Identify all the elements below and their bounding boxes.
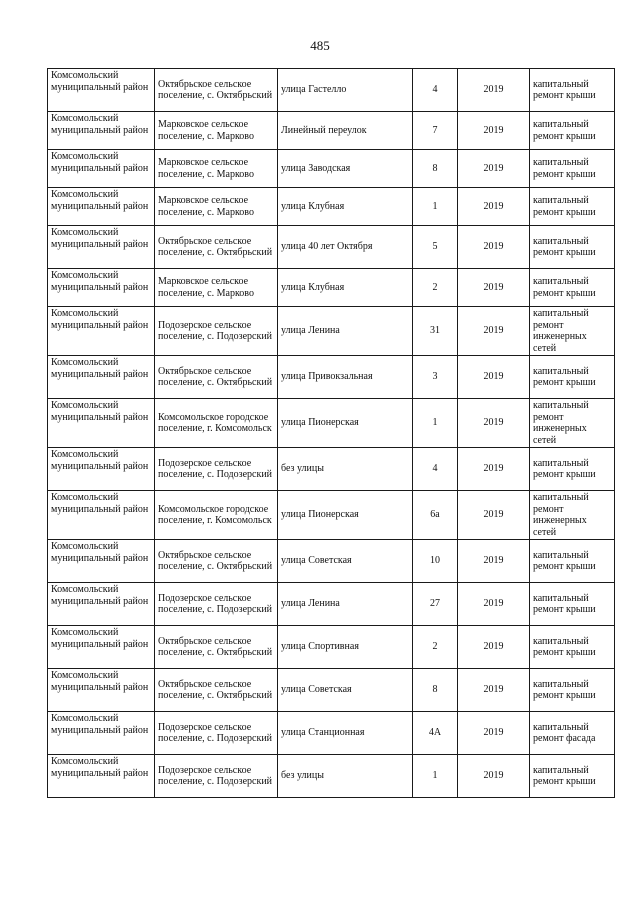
year-cell: 2019 <box>458 356 530 399</box>
settlement-cell: Октябрьское сельское поселение, с. Октябрьский <box>155 540 278 583</box>
district-cell: Комсомольский муниципальный район <box>48 112 155 150</box>
house-number-cell: 27 <box>413 583 458 626</box>
table-row <box>48 150 615 188</box>
table-row <box>48 712 615 755</box>
street-cell: без улицы <box>278 755 413 798</box>
settlement-cell: Октябрьское сельское поселение, с. Октябрьский <box>155 69 278 112</box>
district-cell: Комсомольский муниципальный район <box>48 540 155 583</box>
street-cell: улица Станционная <box>278 712 413 755</box>
district-cell: Комсомольский муниципальный район <box>48 269 155 307</box>
settlement-cell: Октябрьское сельское поселение, с. Октябрьский <box>155 356 278 399</box>
street-cell: улица Пионерская <box>278 399 413 448</box>
settlement-cell: Подозерское сельское поселение, с. Подозерский <box>155 307 278 356</box>
settlement-cell: Марковское сельское поселение, с. Марково <box>155 188 278 226</box>
page-number: 485 <box>310 38 330 53</box>
street-cell: улица Спортивная <box>278 626 413 669</box>
house-number-cell: 2 <box>413 269 458 307</box>
house-number-cell: 5 <box>413 226 458 269</box>
table-row <box>48 491 615 540</box>
settlement-cell: Комсомольское городское поселение, г. Комсомольск <box>155 399 278 448</box>
table-row <box>48 583 615 626</box>
district-cell: Комсомольский муниципальный район <box>48 356 155 399</box>
year-cell: 2019 <box>458 269 530 307</box>
street-cell: Линейный переулок <box>278 112 413 150</box>
work-type-cell: капитальный ремонт крыши <box>530 69 615 112</box>
table-row <box>48 188 615 226</box>
settlement-cell: Марковское сельское поселение, с. Марково <box>155 112 278 150</box>
house-number-cell: 6а <box>413 491 458 540</box>
year-cell: 2019 <box>458 69 530 112</box>
settlement-cell: Подозерское сельское поселение, с. Подозерский <box>155 712 278 755</box>
work-type-cell: капитальный ремонт инженерных сетей <box>530 491 615 540</box>
table-row <box>48 307 615 356</box>
street-cell: улица Советская <box>278 540 413 583</box>
house-number-cell: 1 <box>413 755 458 798</box>
district-cell: Комсомольский муниципальный район <box>48 755 155 798</box>
work-type-cell: капитальный ремонт крыши <box>530 356 615 399</box>
year-cell: 2019 <box>458 712 530 755</box>
year-cell: 2019 <box>458 755 530 798</box>
street-cell: улица Ленина <box>278 583 413 626</box>
settlement-cell: Октябрьское сельское поселение, с. Октябрьский <box>155 226 278 269</box>
district-cell: Комсомольский муниципальный район <box>48 626 155 669</box>
house-number-cell: 8 <box>413 669 458 712</box>
year-cell: 2019 <box>458 112 530 150</box>
year-cell: 2019 <box>458 448 530 491</box>
year-cell: 2019 <box>458 188 530 226</box>
work-type-cell: капитальный ремонт крыши <box>530 540 615 583</box>
work-type-cell: капитальный ремонт крыши <box>530 626 615 669</box>
year-cell: 2019 <box>458 669 530 712</box>
year-cell: 2019 <box>458 583 530 626</box>
street-cell: улица Гастелло <box>278 69 413 112</box>
table-row <box>48 540 615 583</box>
street-cell: улица Клубная <box>278 269 413 307</box>
house-number-cell: 1 <box>413 399 458 448</box>
table-row <box>48 626 615 669</box>
district-cell: Комсомольский муниципальный район <box>48 188 155 226</box>
settlement-cell: Подозерское сельское поселение, с. Подозерский <box>155 448 278 491</box>
house-number-cell: 4 <box>413 448 458 491</box>
work-type-cell: капитальный ремонт крыши <box>530 583 615 626</box>
table-row <box>48 755 615 798</box>
street-cell: улица Ленина <box>278 307 413 356</box>
work-type-cell: капитальный ремонт крыши <box>530 669 615 712</box>
district-cell: Комсомольский муниципальный район <box>48 448 155 491</box>
work-type-cell: капитальный ремонт крыши <box>530 188 615 226</box>
district-cell: Комсомольский муниципальный район <box>48 150 155 188</box>
work-type-cell: капитальный ремонт крыши <box>530 112 615 150</box>
district-cell: Комсомольский муниципальный район <box>48 226 155 269</box>
work-type-cell: капитальный ремонт крыши <box>530 150 615 188</box>
settlement-cell: Октябрьское сельское поселение, с. Октябрьский <box>155 626 278 669</box>
house-number-cell: 7 <box>413 112 458 150</box>
street-cell: улица Советская <box>278 669 413 712</box>
district-cell: Комсомольский муниципальный район <box>48 669 155 712</box>
district-cell: Комсомольский муниципальный район <box>48 712 155 755</box>
address-table <box>47 68 615 798</box>
work-type-cell: капитальный ремонт крыши <box>530 448 615 491</box>
street-cell: улица Пионерская <box>278 491 413 540</box>
house-number-cell: 8 <box>413 150 458 188</box>
work-type-cell: капитальный ремонт инженерных сетей <box>530 307 615 356</box>
settlement-cell: Марковское сельское поселение, с. Марково <box>155 269 278 307</box>
house-number-cell: 31 <box>413 307 458 356</box>
year-cell: 2019 <box>458 150 530 188</box>
work-type-cell: капитальный ремонт крыши <box>530 269 615 307</box>
table-row <box>48 69 615 112</box>
house-number-cell: 2 <box>413 626 458 669</box>
settlement-cell: Подозерское сельское поселение, с. Подозерский <box>155 755 278 798</box>
table-row <box>48 399 615 448</box>
settlement-cell: Марковское сельское поселение, с. Марково <box>155 150 278 188</box>
street-cell: улица 40 лет Октября <box>278 226 413 269</box>
settlement-cell: Октябрьское сельское поселение, с. Октябрьский <box>155 669 278 712</box>
year-cell: 2019 <box>458 491 530 540</box>
house-number-cell: 4 <box>413 69 458 112</box>
house-number-cell: 4А <box>413 712 458 755</box>
district-cell: Комсомольский муниципальный район <box>48 69 155 112</box>
house-number-cell: 1 <box>413 188 458 226</box>
district-cell: Комсомольский муниципальный район <box>48 583 155 626</box>
district-cell: Комсомольский муниципальный район <box>48 399 155 448</box>
house-number-cell: 3 <box>413 356 458 399</box>
street-cell: улица Клубная <box>278 188 413 226</box>
year-cell: 2019 <box>458 307 530 356</box>
street-cell: улица Заводская <box>278 150 413 188</box>
table-row <box>48 356 615 399</box>
street-cell: улица Привокзальная <box>278 356 413 399</box>
year-cell: 2019 <box>458 226 530 269</box>
settlement-cell: Подозерское сельское поселение, с. Подозерский <box>155 583 278 626</box>
street-cell: без улицы <box>278 448 413 491</box>
work-type-cell: капитальный ремонт фасада <box>530 712 615 755</box>
table-row <box>48 448 615 491</box>
table-row <box>48 269 615 307</box>
work-type-cell: капитальный ремонт инженерных сетей <box>530 399 615 448</box>
district-cell: Комсомольский муниципальный район <box>48 491 155 540</box>
year-cell: 2019 <box>458 626 530 669</box>
settlement-cell: Комсомольское городское поселение, г. Комсомольск <box>155 491 278 540</box>
year-cell: 2019 <box>458 540 530 583</box>
work-type-cell: капитальный ремонт крыши <box>530 755 615 798</box>
district-cell: Комсомольский муниципальный район <box>48 307 155 356</box>
work-type-cell: капитальный ремонт крыши <box>530 226 615 269</box>
year-cell: 2019 <box>458 399 530 448</box>
table-row <box>48 669 615 712</box>
table-row <box>48 112 615 150</box>
table-row <box>48 226 615 269</box>
house-number-cell: 10 <box>413 540 458 583</box>
